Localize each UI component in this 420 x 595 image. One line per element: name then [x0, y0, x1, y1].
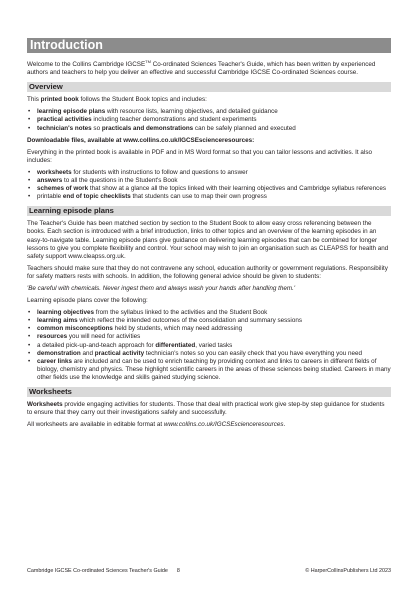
overview-lead: This printed book follows the Student Book topics and includes: — [27, 96, 207, 104]
list-item: • common misconceptions held by students, which may need addressing — [27, 325, 391, 333]
episodes-list — [27, 309, 391, 382]
overview-heading: Overview — [27, 82, 391, 92]
list-item: • learning episode plans with resource lists, learning objectives, and detailed guidance — [27, 108, 391, 116]
downloads-paragraph: Everything in the printed book is available in PDF and in MS Word format so that you can tailor lessons and activities. It also includes: — [27, 148, 372, 164]
episodes-paragraph-1: The Teacher's Guide has been matched section by section to the Student Book to allow easy cross referencing between the books. Each section is introduced with a brief introduction, links to other topics and an overview of the learning episodes in an easy-to-navigate table. Learning episode plans give guidance on delivering learning episodes that can be combined for longer lessons to give you complete flexibility and control. Your school may wish to join an organisation such as CLEAPSS for health and safety support www.cleapss.org.uk. — [27, 220, 389, 260]
overview-list — [27, 108, 391, 132]
list-item: • a detailed pick-up-and-teach approach for differentiated, varied tasks — [27, 342, 391, 350]
intro-paragraph: Welcome to the Collins Cambridge IGCSE™ Co-ordinated Sciences Teacher's Guide, which has been written by experienced authors and teachers to help you deliver an effective and successful Cambridge IGCSE Co-ordinated Sciences course. — [27, 59, 376, 77]
list-item: • worksheets for students with instructions to follow and questions to answer — [27, 169, 391, 177]
downloads-list — [27, 169, 391, 201]
footer-book-title: Cambridge IGCSE Co-ordinated Sciences Teacher's Guide 8 — [27, 568, 180, 574]
list-item: • resources you will need for activities — [27, 333, 391, 341]
title-bar — [27, 38, 391, 53]
list-item: • career links are included and can be used to enrich teaching by providing context and links to careers in different fields of biology, chemistry and physics. These highlight scientific careers in the areas of these sciences being studied. Careers in many other fields use the knowledge and skills gained studying science. — [27, 358, 391, 382]
safety-quote: 'Be careful with chemicals. Never ingest them and always wash your hands after handling them.' — [27, 284, 296, 292]
page-content — [27, 58, 391, 433]
page-title: Introduction — [30, 38, 103, 52]
list-item: • answers to all the questions in the Student's Book — [27, 177, 391, 185]
worksheets-paragraph-1: Worksheets provide engaging activities for students. Those that deal with practical work give step-by step guidance for students to ensure that they carry out their investigations safely and successfully. — [27, 401, 385, 417]
list-item: • schemes of work that show at a glance all the topics linked with their learning objectives and Cambridge syllabus references — [27, 185, 391, 193]
worksheets-heading: Worksheets — [27, 387, 391, 397]
downloads-subheading: Downloadable files, available at www.collins.co.uk/IGCSEscienceresources: — [27, 136, 255, 144]
list-item: • demonstration and practical activity technician's notes so you can easily check that you have everything you need — [27, 350, 391, 358]
episodes-paragraph-2: Teachers should make sure that they do not contravene any school, education authority or government regulations. Responsibility for safety matters rests with schools. In addition, the following general advice should be given to students: — [27, 264, 388, 280]
episodes-paragraph-3: Learning episode plans cover the following: — [27, 297, 148, 305]
episodes-heading: Learning episode plans — [27, 206, 391, 216]
footer-copyright: © HarperCollinsPublishers Ltd 2023 — [305, 568, 391, 574]
list-item: • learning aims which reflect the intended outcomes of the consolidation and summary sessions — [27, 317, 391, 325]
list-item: • practical activities including teacher demonstrations and student experiments — [27, 116, 391, 124]
list-item: • printable end of topic checklists that students can use to map their own progress — [27, 193, 391, 201]
list-item: • technician's notes so practicals and demonstrations can be safely planned and executed — [27, 125, 391, 133]
list-item: • learning objectives from the syllabus linked to the activities and the Student Book — [27, 309, 391, 317]
worksheets-paragraph-2: All worksheets are available in editable format at www.collins.co.uk/IGCSEscienceresources. — [27, 421, 286, 429]
